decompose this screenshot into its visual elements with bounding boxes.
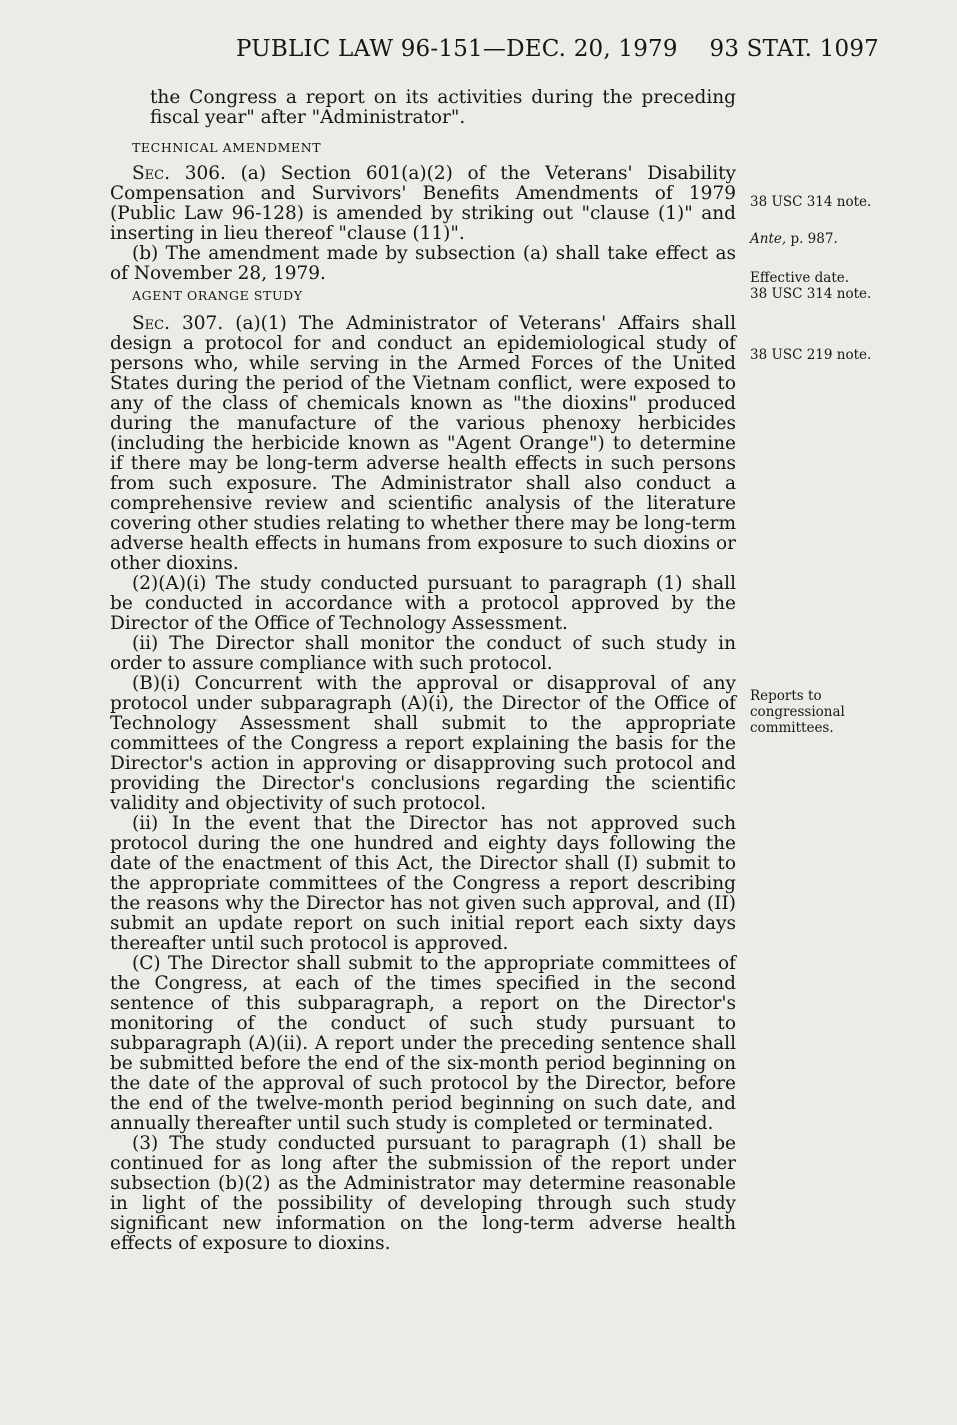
ante-page: p. 987. [786, 231, 838, 247]
intro-paragraph: the Congress a report on its activities during the preceding fiscal year" after "Administrator". [150, 87, 736, 128]
margin-note-38-usc-219: 38 USC 219 note. [750, 347, 872, 363]
section-307-2-B-i: (B)(i) Concurrent with the approval or disapproval of any protocol under subparagraph (A)(i), the Director of the Office of Technology Assessment shall submit to the appropriate committees of the Congress a report explaining the basis for the Director's action in approving or disapproving such protocol and providing the Director's conclusions regarding the scientific validity and objectivity of such protocol. [110, 673, 736, 814]
margin-note-38-usc-314: 38 USC 314 note. [750, 194, 872, 210]
statute-page-number: 93 STAT. 1097 [709, 36, 879, 62]
margin-note-38-usc-314-b: 38 USC 314 note. [750, 286, 872, 302]
section-307-2-B-ii: (ii) In the event that the Director has not approved such protocol during the one hundred and eighty days following the date of the enactment of this Act, the Director shall (I) submit to the appropriate committees of the Congress a report describing the reasons why the Director has not given such approval, and (II) submit an update report on such initial report each sixty days thereafter until such protocol is approved. [110, 813, 736, 954]
section-307-2-C: (C) The Director shall submit to the appropriate committees of the Congress, at each of the times specified in the second sentence of this subparagraph, a report on the Director's monitoring of the conduct of such study pursuant to subparagraph (A)(ii). A report under the preceding sentence shall be submitted before the end of the six-month period beginning on the date of the approval of such protocol by the Director, before the end of the twelve-month period beginning on such date, and annually thereafter until such study is completed or terminated. [110, 953, 736, 1134]
section-307-2-A-ii: (ii) The Director shall monitor the conduct of such study in order to assure compliance with such protocol. [110, 633, 736, 674]
margin-note-reports: Reports to congressional committees. [750, 688, 845, 736]
section-307-3: (3) The study conducted pursuant to paragraph (1) shall be continued for as long after the submission of the report under subsection (b)(2) as the Administrator may determine reasonable in light of the possibility of developing through such study significant new information on the long-term adverse health effects of exposure to dioxins. [110, 1133, 736, 1254]
section-306-b: (b) The amendment made by subsection (a) shall take effect as of November 28, 1979. [110, 243, 736, 284]
heading-technical-amendment: TECHNICAL AMENDMENT [132, 140, 322, 155]
running-head [236, 36, 879, 68]
section-306-label: Sec. 306. [132, 163, 226, 184]
section-306-a [110, 164, 736, 244]
section-307-2-A-i: (2)(A)(i) The study conducted pursuant to paragraph (1) shall be conducted in accordance with a protocol approved by the Director of the Office of Technology Assessment. [110, 573, 736, 634]
ante-italic: Ante, [750, 231, 787, 247]
main-text-column [110, 88, 736, 1254]
margin-note-effective-date: Effective date. [750, 270, 850, 286]
margin-note-ante [750, 231, 890, 247]
section-307-label: Sec. 307. [132, 313, 224, 334]
section-306-a-text: (a) Section 601(a)(2) of the Veterans' Disability Compensation and Survivors' Benefits Amendments of 1979 (Public Law 96-128) is amended by striking out "clause (1)" and inserting in lieu thereof "clause (11)". [110, 163, 736, 244]
heading-agent-orange-study: AGENT ORANGE STUDY [132, 288, 303, 303]
section-307-a1-text: (a)(1) The Administrator of Veterans' Affairs shall design a protocol for and conduct an epidemiological study of persons who, while serving in the Armed Forces of the United States during the period of the Vietnam conflict, were exposed to any of the class of chemicals known as "the dioxins" produced during the manufacture of the various phenoxy herbicides (including the herbicide known as "Agent Orange") to determine if there may be long-term adverse health effects in such persons from such exposure. The Administrator shall also conduct a comprehensive review and scientific analysis of the literature covering other studies relating to whether there may be long-term adverse health effects in humans from exposure to such dioxins or other dioxins. [110, 313, 736, 574]
public-law-title: PUBLIC LAW 96-151—DEC. 20, 1979 [236, 36, 678, 62]
section-307-a1 [110, 314, 736, 574]
